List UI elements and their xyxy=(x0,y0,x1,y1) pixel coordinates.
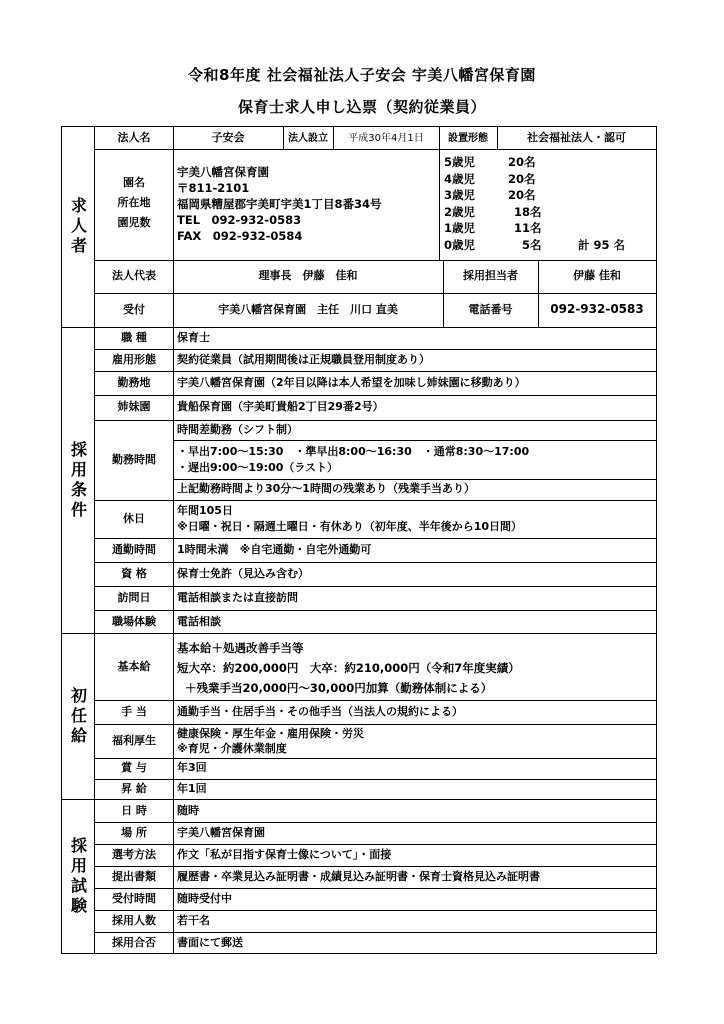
section-label-conditions: 採用条件 xyxy=(62,328,95,633)
shift-times: ・早出7:00～15:30 ・準早出8:00～16:30 ・通常8:30～17:00 xyxy=(177,445,530,458)
label-hiring-count: 採用人数 xyxy=(112,913,156,927)
holidays-detail: ※日曜・祝日・隔週土曜日・有休あり（初年度、半年後から10日間） xyxy=(177,520,522,533)
bonus: 年3回 xyxy=(177,761,207,775)
label-workplace: 勤務地 xyxy=(117,375,151,389)
base-salary-amount: 短大卒：約200,000円 大卒：約210,000円（令和7年度実績） xyxy=(177,661,520,675)
establishment-date: 平成30年4月1日 xyxy=(348,132,424,144)
label-recruiter: 採用担当者 xyxy=(463,269,518,283)
label-enrollment: 園児数 xyxy=(117,216,151,229)
label-work-experience: 職場体験 xyxy=(112,614,156,628)
nursery-name: 宇美八幡宮保育園 xyxy=(177,165,269,179)
reception-time: 随時受付中 xyxy=(177,891,232,905)
children-count-list xyxy=(444,154,654,253)
welfare-leave: ※育児・介護休業制度 xyxy=(177,742,287,755)
hiring-count: 若干名 xyxy=(177,913,210,927)
label-visit-day: 訪問日 xyxy=(117,590,151,604)
reception: 宇美八幡宮保育園 主任 川口 直美 xyxy=(218,302,398,316)
phone-number: 092-932-0583 xyxy=(550,302,644,317)
label-job-type: 職 種 xyxy=(121,331,147,345)
label-establishment: 法人設立 xyxy=(288,132,328,144)
label-bonus: 賞 与 xyxy=(121,761,147,775)
nursery-address-block xyxy=(177,164,439,244)
label-commute: 通勤時間 xyxy=(112,542,156,556)
employment-type: 契約従業員（試用期間後は正規職員登用制度あり） xyxy=(177,352,430,366)
establishment-type: 社会福祉法人・認可 xyxy=(527,130,626,144)
label-exam-place: 場 所 xyxy=(121,825,147,839)
visit-day: 電話相談または直接訪問 xyxy=(177,590,298,604)
children-total: 計 95 名 xyxy=(578,237,626,252)
holidays-annual: 年間105日 xyxy=(177,504,233,517)
label-base-salary: 基本給 xyxy=(117,659,151,673)
shift-late: ・遅出9:00～19:00（ラスト） xyxy=(177,461,339,474)
section-conditions xyxy=(62,327,656,633)
label-reception-time: 受付時間 xyxy=(112,891,156,905)
label-hiring-result: 採用合否 xyxy=(112,935,156,949)
label-nursery-name: 園名 xyxy=(123,176,145,189)
sister-nursery: 貴船保育園（宇美町貴船2丁目29番2号） xyxy=(177,400,384,414)
section-label-exam: 採用試験 xyxy=(62,800,95,953)
label-employment-type: 雇用形態 xyxy=(112,352,156,366)
doc-title-line2: 保育士求人申し込票（契約従業員） xyxy=(237,98,486,116)
overtime-allowance: ＋残業手当20,000円～30,000円加算（勤務体制による） xyxy=(185,681,493,695)
label-working-hours: 勤務時間 xyxy=(112,452,156,466)
welfare-insurance: 健康保険・厚生年金・雇用保険・労災 xyxy=(177,727,364,740)
job-application-form xyxy=(61,126,657,954)
corporation-name: 子安会 xyxy=(211,130,245,144)
label-exam-date: 日 時 xyxy=(121,803,147,817)
tel: TEL 092-932-0583 xyxy=(177,213,302,227)
label-qualification: 資 格 xyxy=(121,566,147,580)
children-row: 3歳児 20名 xyxy=(444,188,536,202)
raise: 年1回 xyxy=(177,782,207,796)
label-documents: 提出書類 xyxy=(112,869,156,883)
label-allowance: 手 当 xyxy=(121,704,147,718)
address: 福岡県糟屋郡宇美町宇美1丁目8番34号 xyxy=(177,197,382,211)
base-salary xyxy=(177,638,654,698)
selection-method: 作文「私が目指す保育士像について」・面接 xyxy=(177,847,392,861)
job-type: 保育士 xyxy=(177,331,210,345)
welfare xyxy=(177,726,654,756)
section-label-employer: 求人者 xyxy=(62,127,95,327)
fax: FAX 092-932-0584 xyxy=(177,229,303,243)
label-holidays: 休日 xyxy=(123,511,145,525)
allowance: 通勤手当・住居手当・その他手当（当法人の規約による） xyxy=(177,704,463,718)
children-row: 5歳児 20名 xyxy=(444,155,536,169)
label-reception: 受付 xyxy=(123,302,145,316)
exam-date: 随時 xyxy=(177,803,199,817)
label-nursery-info xyxy=(95,173,173,243)
representative: 理事長 伊藤 佳和 xyxy=(258,269,358,283)
label-phone: 電話番号 xyxy=(468,302,513,316)
working-hours-shift: 時間差勤務（シフト制） xyxy=(177,422,298,436)
children-row: 2歳児 18名 xyxy=(444,204,542,219)
commute: 1時間未満 ※自宅通勤・自宅外通勤可 xyxy=(177,542,372,556)
label-address: 所在地 xyxy=(117,196,151,209)
label-welfare: 福利厚生 xyxy=(112,733,156,747)
exam-place: 宇美八幡宮保育園 xyxy=(177,825,265,839)
overtime-note: 上記勤務時間より30分～1時間の残業あり（残業手当あり） xyxy=(177,482,475,496)
hiring-result: 書面にて郵送 xyxy=(177,935,243,949)
working-hours-detail xyxy=(177,444,654,476)
children-row: 4歳児 20名 xyxy=(444,171,536,186)
documents: 履歴書・卒業見込み証明書・成績見込み証明書・保育士資格見込み証明書 xyxy=(177,869,540,883)
base-salary-basis: 基本給＋処遇改善手当等 xyxy=(177,641,304,655)
section-starting-salary xyxy=(62,633,656,799)
section-label-salary: 初任給 xyxy=(62,634,95,799)
children-row: 0歳児 5名 計 95 名 xyxy=(444,237,626,252)
children-row: 1歳児 11名 xyxy=(444,221,542,235)
postal-code: 〒811-2101 xyxy=(177,181,250,195)
doc-title-line1: 令和8年度 社会福祉法人子安会 宇美八幡宮保育園 xyxy=(188,66,536,84)
holidays xyxy=(177,503,654,535)
section-exam xyxy=(62,799,656,953)
label-raise: 昇 給 xyxy=(121,782,147,796)
label-sister-nursery: 姉妹園 xyxy=(117,400,151,414)
workplace: 宇美八幡宮保育園（2年目以降は本人希望を加味し姉妹園に移動あり） xyxy=(177,375,526,389)
qualification: 保育士免許（見込み含む） xyxy=(177,566,309,580)
label-corporation-name: 法人名 xyxy=(117,130,151,144)
label-establishment-type: 設置形態 xyxy=(448,132,488,144)
recruiter: 伊藤 佳和 xyxy=(573,269,621,283)
work-experience: 電話相談 xyxy=(177,614,221,628)
label-representative: 法人代表 xyxy=(112,269,156,283)
section-employer xyxy=(62,127,656,327)
label-selection-method: 選考方法 xyxy=(112,847,156,861)
